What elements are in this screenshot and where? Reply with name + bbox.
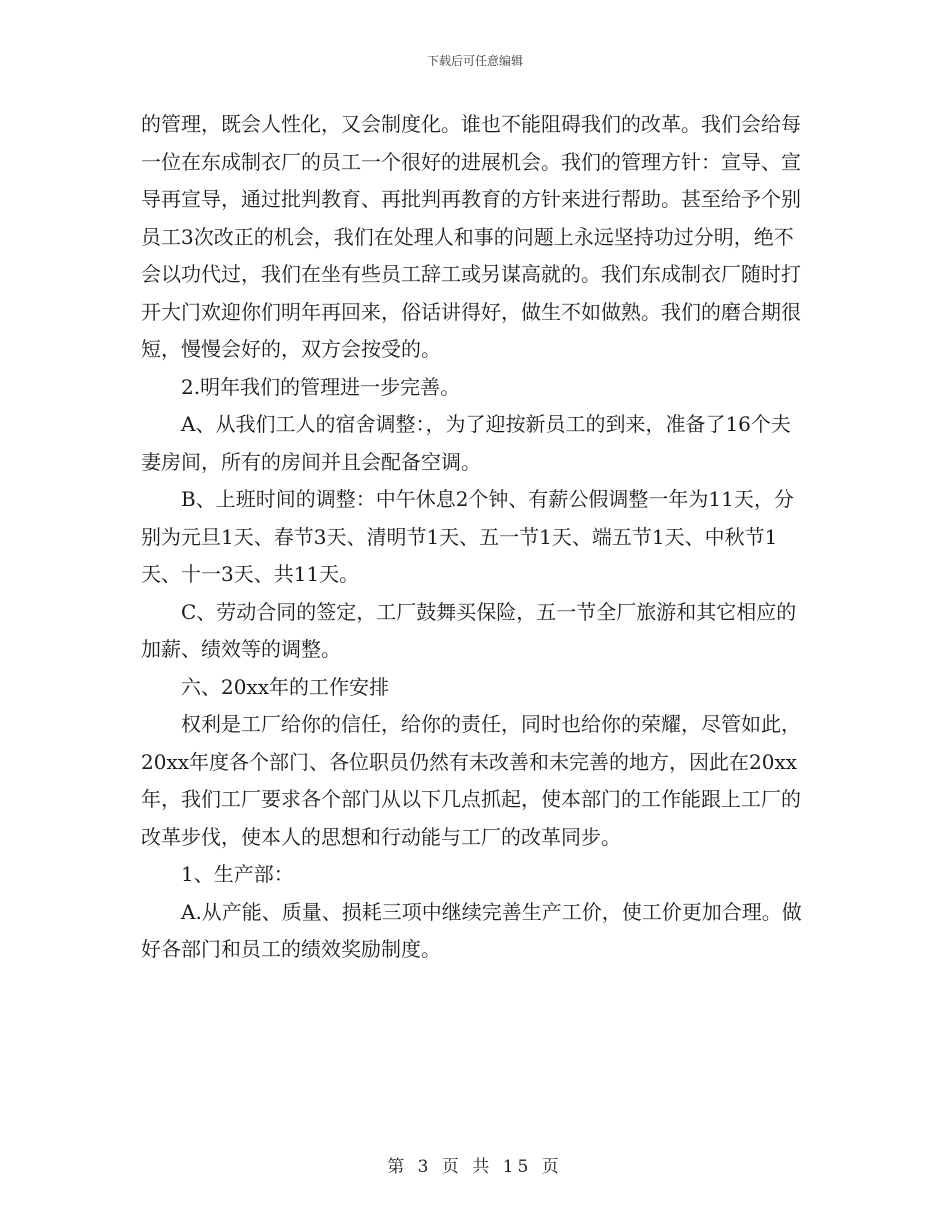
paragraph-item-b-work-hours: B、上班时间的调整：中午休息2个钟、有薪公假调整一年为11天，分别为元旦1天、春节3天、清明节1天、五一节1天、端五节1天、中秋节1天、十一3天、共11天。 [141, 487, 794, 586]
paragraph-authority: 权利是工厂给你的信任，给你的责任，同时也给你的荣耀，尽管如此，20xx年度各个部门、各位职员仍然有未改善和未完善的地方，因此在20xx年，我们工厂要求各个部门从以下几点抓起，使本部门的工作能跟上工厂的改革步伐，使本人的思想和行动能与工厂的改革同步。 [141, 712, 801, 849]
page-number-footer: 第 3 页 共 15 页 [387, 1157, 563, 1177]
page-header: 下载后可任意编辑 [426, 54, 523, 68]
paragraph-item-a-dormitory: A、从我们工人的宿舍调整：，为了迎按新员工的到来，准备了16个夫妻房间，所有的房间并且会配备空调。 [141, 412, 791, 474]
document-body [141, 106, 807, 969]
paragraph-production-item-a: A.从产能、质量、损耗三项中继续完善生产工价，使工价更加合理。做好各部门和员工的绩效奖励制度。 [141, 899, 802, 961]
paragraph-item-c-contract: C、劳动合同的签定，工厂鼓舞买保险，五一节全厂旅游和其它相应的加薪、绩效等的调整。 [141, 599, 797, 661]
section-heading-work-plan: 六、20xx年的工作安排 [181, 674, 390, 699]
paragraph-management-continued: 的管理，既会人性化，又会制度化。谁也不能阻碍我们的改革。我们会给每一位在东成制衣厂的员工一个很好的进展机会。我们的管理方针：宣导、宣导再宣导，通过批判教育、再批判再教育的方针来进行帮助。甚至给予个别员工3次改正的机会，我们在处理人和事的问题上永远坚持功过分明，绝不会以功代过，我们在坐有些员工辞工或另谋高就的。我们东成制衣厂随时打开大门欢迎你们明年再回来，俗话讲得好，做生不如做熟。我们的磨合期很短，慢慢会好的，双方会按受的。 [141, 112, 801, 361]
paragraph-item-2: 2.明年我们的管理进一步完善。 [181, 374, 461, 399]
paragraph-production-dept: 1、生产部： [181, 862, 294, 886]
